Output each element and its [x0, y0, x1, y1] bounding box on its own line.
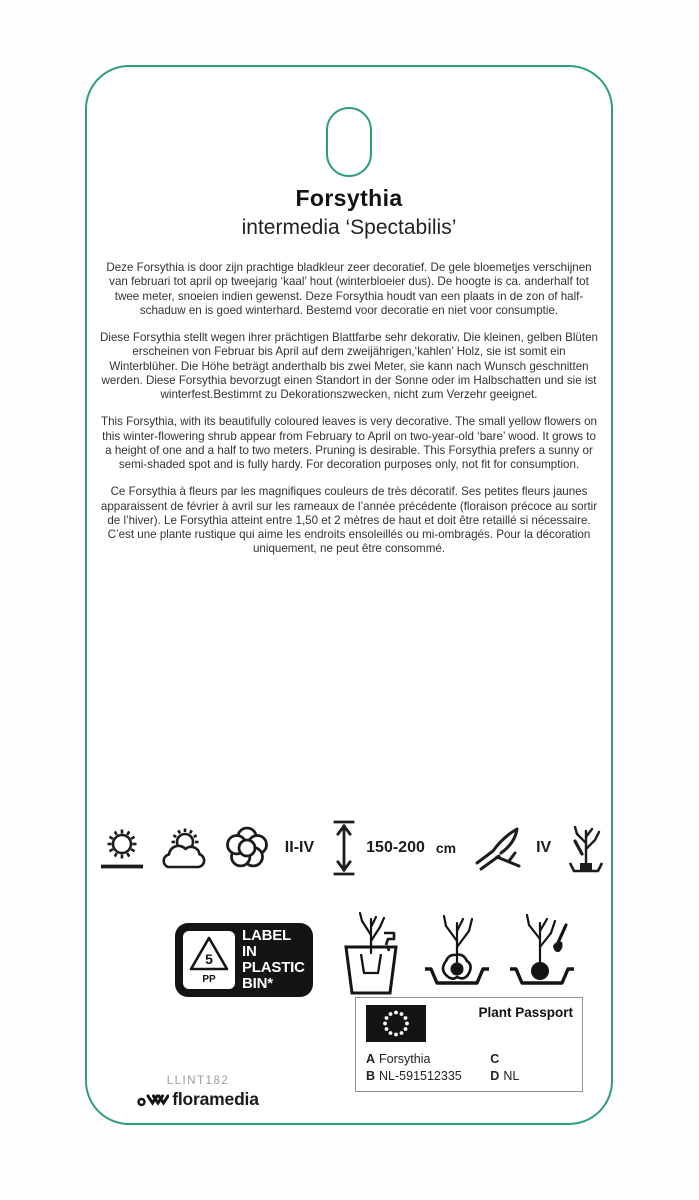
badge-line-3: BIN* — [242, 975, 273, 993]
field-d-label: D — [490, 1069, 500, 1083]
pruning-month-label: IV — [536, 839, 552, 856]
flower-icon — [220, 821, 274, 875]
field-b-label: B — [366, 1069, 376, 1083]
plant-cultivar-subtitle: intermedia ‘Spectabilis’ — [241, 216, 457, 239]
field-d-value: NL — [503, 1069, 520, 1083]
hanging-hole — [326, 107, 372, 177]
eu-flag-icon — [366, 1005, 426, 1042]
recycling-symbol — [183, 931, 235, 989]
title-block — [87, 185, 611, 240]
brand-name: floramedia — [172, 1089, 259, 1109]
soak-in-bucket-icon — [335, 909, 407, 997]
passport-field-c — [490, 1052, 576, 1066]
height-unit-label: cm — [435, 840, 457, 856]
print-code: LLINT182 — [166, 1075, 230, 1087]
planting-steps-icons — [335, 909, 579, 997]
plant-with-trowel-icon — [507, 909, 579, 997]
field-a-label: A — [366, 1052, 376, 1066]
care-icons-row — [113, 819, 591, 877]
partial-shade-icon — [157, 825, 209, 871]
field-a-value: Forsythia — [379, 1052, 431, 1066]
height-range-label: 150-200 — [366, 839, 425, 856]
plant-label-card — [85, 65, 613, 1125]
badge-line-1: LABEL IN — [242, 926, 291, 960]
height-arrow-icon — [333, 819, 355, 877]
badge-line-2: PLASTIC — [242, 959, 305, 976]
resin-material: PP — [202, 974, 216, 985]
badge-text — [242, 928, 305, 993]
disposal-and-planting-row — [175, 909, 561, 997]
rootball-in-hole-icon — [423, 909, 491, 997]
passport-field-d — [490, 1069, 576, 1083]
description-french: Ce Forsythia à fleurs par les magnifiques couleurs de très décoratif. Ses petites fleurs jaunes apparaissent de février à avril sur les rameaux de l’année précédente (floraison précoce au sortir de l’hiver). Le Forsythia atteint entre 1,50 et 2 mètres de haut et doit être retaillé si nécessaire. C’est une plante rustique qui aime les endroits ensoleillés ou mi-ombragés. Pour la décoration uniquement, ne peut être consommé. — [100, 485, 598, 556]
pruning-shears-icon — [473, 823, 525, 873]
description-dutch: Deze Forsythia is door zijn prachtige bladkleur zeer decoratief. De gele bloemetjes verschijnen van februari tot april op tweejarig ‘kaal’ hout (winterbloeier dus). De hoogte is ca. anderhalf tot twee meter, snoeien indien gewenst. Deze Forsythia houdt van een plaats in de zon of half- schaduw en is goed winterhard. Bestemd voor decoratie en niet voor consumptie. — [106, 261, 592, 317]
planting-icon — [566, 821, 606, 875]
floramedia-logo-mark-icon — [137, 1091, 169, 1109]
label-in-plastic-bin-badge — [175, 923, 313, 997]
passport-field-b — [366, 1069, 490, 1083]
passport-fields — [366, 1052, 576, 1083]
description-paragraphs — [100, 261, 598, 570]
description-german: Diese Forsythia stellt wegen ihrer prächtigen Blattfarbe sehr dekorativ. Die kleinen, gelben Blüten erscheinen von Februar bis April auf dem zweijährigen,‘kahlen’ Holz, sie ist somit ein Winterblüher. Die Höhe beträgt anderthalb bis zwei Meter, sie kann nach Wunsch geschnitten werden. Diese Forsythia bevorzugt einen Standort in der Sonne oder im Halbschatten und sie ist winterfest.Bestimmt zu Dekorationszwecken, nicht zum Verzehr geeignet. — [100, 331, 598, 401]
brand-logo — [113, 1089, 283, 1110]
full-sun-icon — [98, 825, 146, 871]
field-b-value: NL-591512335 — [379, 1069, 462, 1083]
description-english: This Forsythia, with its beautifully coloured leaves is very decorative. The small yellow flowers on this winter-flowering shrub appear from February to April on two-year-old ‘bare’ wood. It grows to a height of one and a half to two meters. Pruning is desirable. This Forsythia prefers a sunny or semi-shaded spot and is fully hardy. For decoration purposes only, not fit for consumption. — [101, 415, 597, 471]
plant-genus-title: Forsythia — [295, 185, 403, 211]
footer — [113, 1075, 283, 1110]
flowering-period-label: II-IV — [284, 839, 315, 856]
resin-code: 5 — [205, 951, 213, 967]
passport-title: Plant Passport — [478, 1005, 573, 1020]
field-c-label: C — [490, 1052, 500, 1066]
passport-field-a — [366, 1052, 490, 1066]
plant-passport-box — [355, 997, 583, 1092]
